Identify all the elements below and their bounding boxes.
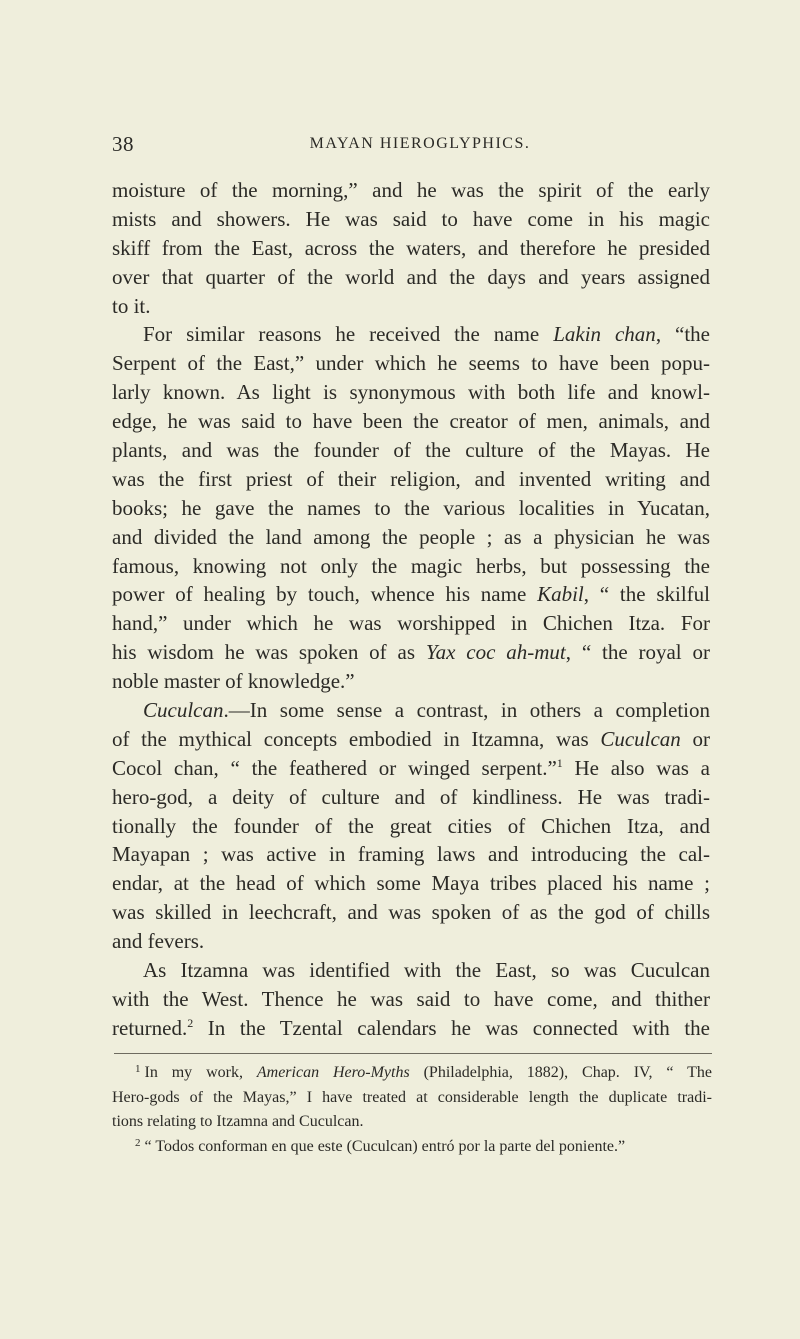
text-span: For similar reasons he received the name <box>143 322 554 347</box>
text-span: .—In some sense a contrast, in others a completion <box>223 698 710 723</box>
italic-term: American Hero-Myths <box>256 1064 410 1081</box>
text-line <box>112 725 710 754</box>
text-line <box>112 754 710 783</box>
text-line: famous, knowing not only the magic herbs, but possessing the <box>112 553 710 578</box>
text-line: with the West. Thence he was said to have come, and thither <box>112 986 710 1011</box>
text-line <box>112 1014 710 1043</box>
text-span: of the mythical concepts embodied in Itzamna, was <box>112 726 601 751</box>
text-span: , “ the royal or <box>565 640 710 665</box>
footnote-1 <box>112 1061 712 1086</box>
text-line: noble master of knowledge.” <box>112 669 355 694</box>
text-span: In my work, <box>144 1064 257 1081</box>
text-line: edge, he was said to have been the creator of men, animals, and <box>112 409 710 434</box>
footnote-number: 2 <box>135 1136 141 1149</box>
text-line: hero-god, a deity of culture and of kindliness. He was tradi- <box>112 784 710 809</box>
footnote-divider <box>114 1053 712 1054</box>
text-span: (Philadelphia, 1882), Chap. IV, “ The <box>409 1064 713 1081</box>
text-line: and divided the land among the people ; as a physician he was <box>112 524 710 549</box>
text-line: As Itzamna was identified with the East, so was Cuculcan <box>143 958 710 983</box>
text-span: his wisdom he was spoken of as <box>112 640 426 665</box>
text-line: was the first priest of their religion, and invented writing and <box>112 466 710 491</box>
text-line: hand,” under which he was worshipped in Chichen Itza. For <box>112 611 710 636</box>
text-span: He also was a <box>562 755 710 780</box>
text-line <box>112 580 710 609</box>
footnote-ref: 1 <box>556 755 563 770</box>
footnotes <box>112 1061 712 1159</box>
italic-term: Yax coc ah-mut <box>425 640 566 665</box>
footnote-2 <box>112 1135 712 1160</box>
text-line: skiff from the East, across the waters, and therefore he presided <box>112 235 710 260</box>
text-span: or <box>680 726 710 751</box>
footnote-ref: 2 <box>187 1015 194 1030</box>
section-heading-line <box>112 696 710 725</box>
text-line: mists and showers. He was said to have come in his magic <box>112 206 710 231</box>
text-span: , “ the skilful <box>583 582 710 607</box>
body-text <box>112 176 710 1043</box>
text-line <box>112 320 710 349</box>
text-span: power of healing by touch, whence his name <box>112 582 538 607</box>
text-line: larly known. As light is synonymous with both life and knowl- <box>112 380 710 405</box>
text-line: endar, at the head of which some Maya tribes placed his name ; <box>112 871 710 896</box>
italic-term: Cuculcan <box>600 726 681 751</box>
text-line: Mayapan ; was active in framing laws and introducing the cal- <box>112 842 710 867</box>
text-line: Serpent of the East,” under which he seems to have been popu- <box>112 351 710 376</box>
footnote-number: 1 <box>135 1063 141 1075</box>
text-span: Cocol chan, “ the feathered or winged serpent.” <box>112 755 557 780</box>
section-term: Cuculcan <box>143 698 224 723</box>
italic-term: Lakin chan <box>553 322 656 347</box>
page-header <box>112 132 710 162</box>
text-line: plants, and was the founder of the culture of the Mayas. He <box>112 438 710 463</box>
running-head: MAYAN HIEROGLYPHICS. <box>309 135 531 152</box>
text-line: and fevers. <box>112 929 205 954</box>
footnote-line: Hero-gods of the Mayas,” I have treated at considerable length the duplicate tradi- <box>112 1088 712 1106</box>
italic-term: Kabil <box>537 582 584 607</box>
text-line: moisture of the morning,” and he was the spirit of the early <box>112 178 710 202</box>
text-line <box>112 638 710 667</box>
text-line: over that quarter of the world and the days and years assigned <box>112 264 710 289</box>
text-span: “ Todos conforman en que este (Cuculcan) entró por la parte del poniente.” <box>144 1137 626 1155</box>
text-line: books; he gave the names to the various localities in Yucatan, <box>112 495 710 520</box>
text-line: to it. <box>112 293 151 318</box>
footnote-line: tions relating to Itzamna and Cuculcan. <box>112 1113 364 1130</box>
text-span: returned. <box>112 1015 188 1040</box>
text-line: was skilled in leechcraft, and was spoken of as the god of chills <box>112 900 710 925</box>
text-line: tionally the founder of the great cities of Chichen Itza, and <box>112 813 710 838</box>
text-span: , “the <box>655 322 710 347</box>
page-number: 38 <box>112 132 134 156</box>
text-span: In the Tzental calendars he was connected with the <box>193 1015 710 1040</box>
